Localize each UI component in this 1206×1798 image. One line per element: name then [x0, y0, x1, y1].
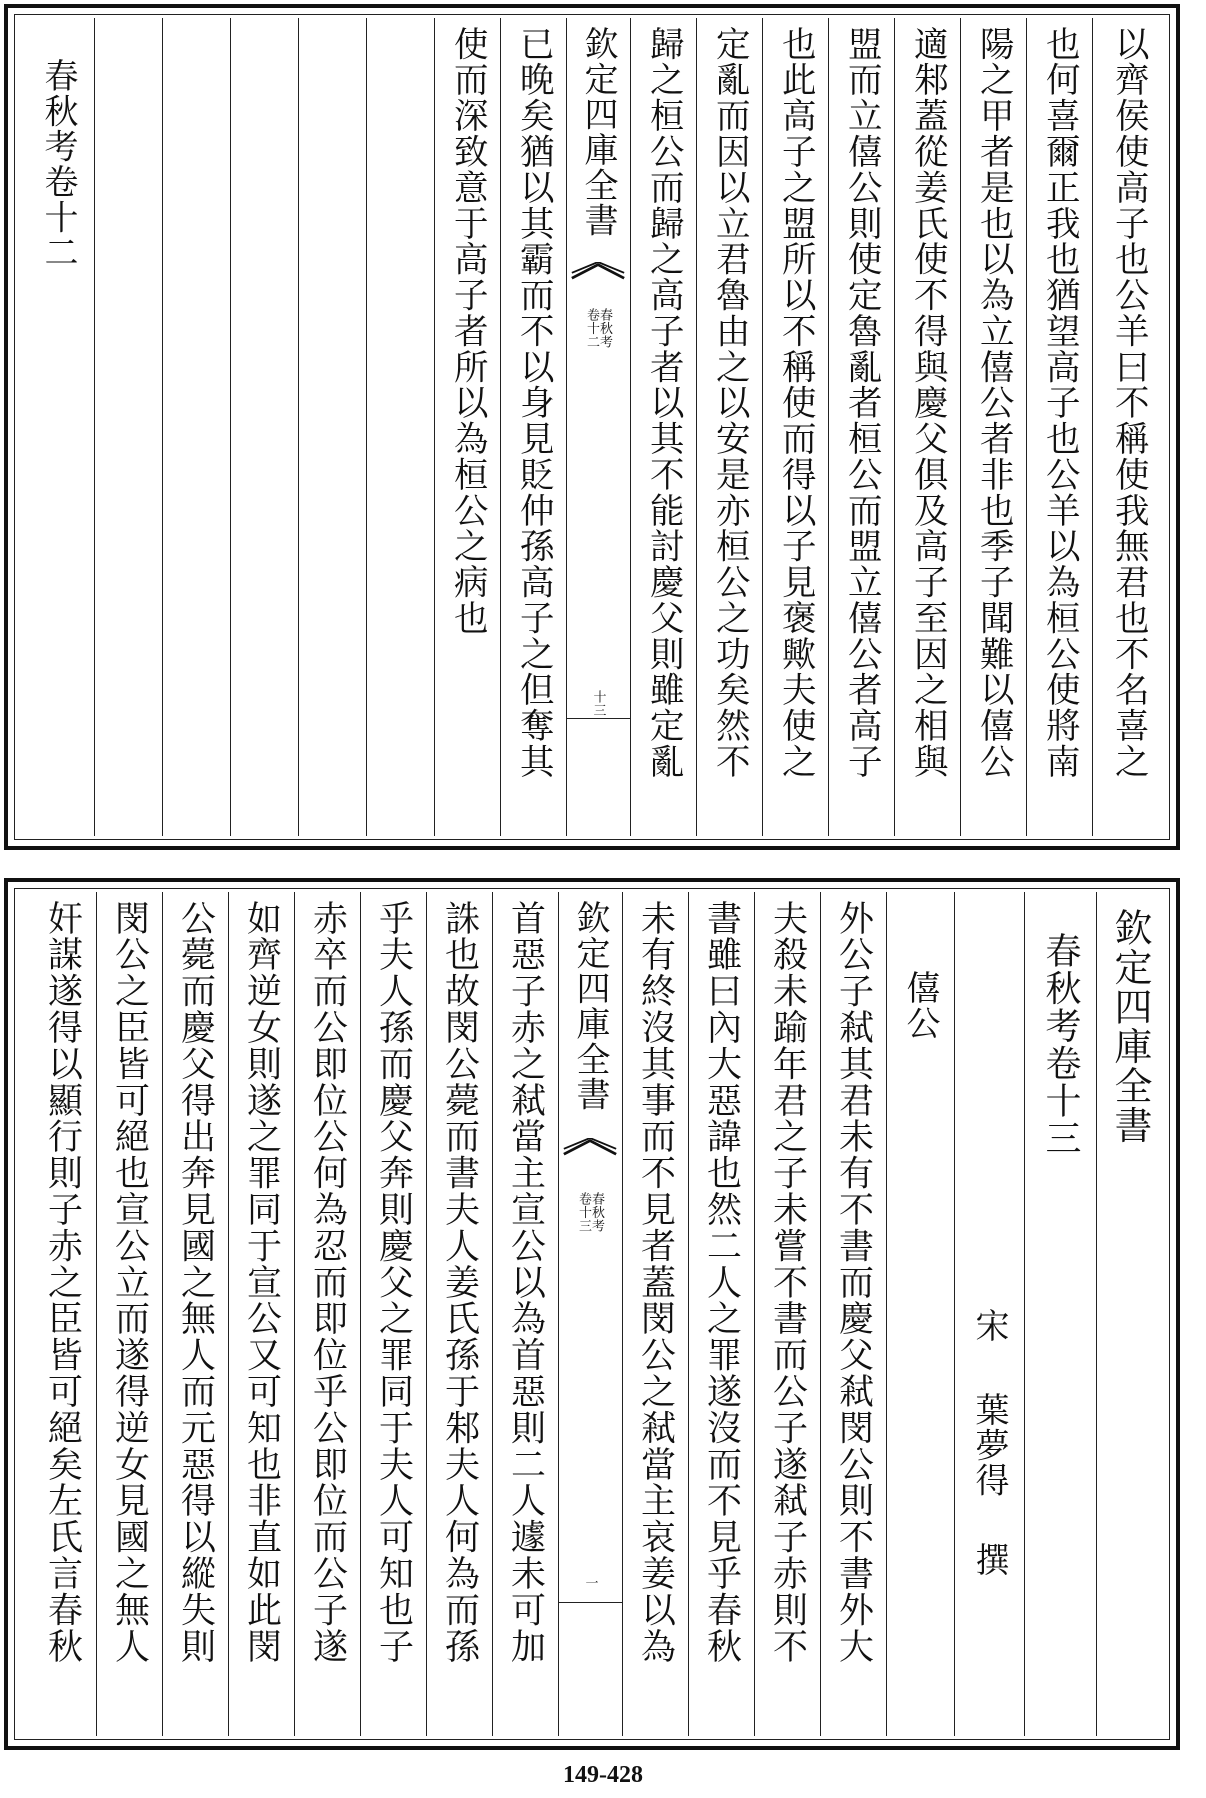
column-rule: [230, 18, 231, 836]
section-heading-column: [886, 892, 954, 1736]
column-rule: [228, 892, 229, 1736]
folio-number: 十三: [590, 690, 606, 718]
column-text: 也何喜爾正我也猶望高子也公羊以為桓公使將南: [1039, 26, 1080, 780]
text-column: [360, 892, 426, 1736]
fish-tail-mark: [562, 1138, 618, 1156]
column-text: 外公子弒其君未有不書而慶父弒閔公則不書外大: [833, 900, 874, 1665]
column-text: 乎夫人孫而慶父奔則慶父之罪同于夫人可知也子: [373, 900, 414, 1665]
text-column: [492, 892, 558, 1736]
column-rule: [162, 892, 163, 1736]
volume-title: 春秋考卷十二: [38, 58, 78, 271]
column-text: 奸謀遂得以顯行則子赤之臣皆可絕矣左氏言春秋: [42, 900, 83, 1665]
volume-label: 春秋考 卷十三: [576, 1192, 604, 1233]
text-column: [696, 18, 762, 836]
page-number: 149-428: [563, 1762, 643, 1788]
column-rule: [820, 892, 821, 1736]
column-rule: [954, 892, 955, 1736]
column-text: 適邾蓋從姜氏使不得與慶父俱及高子至因之相與: [907, 26, 948, 780]
text-column: [28, 892, 96, 1736]
text-column: [828, 18, 894, 836]
column-text: 陽之甲者是也以為立僖公者非也季子聞難以僖公: [973, 26, 1014, 780]
text-column: [622, 892, 688, 1736]
column-rule: [630, 18, 631, 836]
column-rule: [294, 892, 295, 1736]
text-column: [426, 892, 492, 1736]
text-column: [754, 892, 820, 1736]
header-column: [1096, 892, 1164, 1736]
column-text: 歸之桓公而歸之高子者以其不能討慶父則雖定亂: [643, 26, 684, 780]
text-column: [688, 892, 754, 1736]
column-text: 定亂而因以立君魯由之以安是亦桓公之功矣然不: [709, 26, 750, 780]
column-rule: [94, 18, 95, 836]
text-column: [820, 892, 886, 1736]
banner-column: [558, 892, 622, 1736]
text-column: [500, 18, 566, 836]
collection-title: 欽定四庫全書: [1108, 908, 1152, 1146]
text-column: [294, 892, 360, 1736]
text-column: [894, 18, 960, 836]
top-page-panel: [4, 4, 1180, 850]
column-rule: [754, 892, 755, 1736]
text-column: [762, 18, 828, 836]
column-text: 也此高子之盟所以不稱使而得以子見褒歟夫使之: [775, 26, 816, 780]
text-column: [630, 18, 696, 836]
banner-rule: [566, 718, 630, 719]
text-column: [434, 18, 500, 836]
column-rule: [1024, 892, 1025, 1736]
column-rule: [696, 18, 697, 836]
column-rule: [1092, 18, 1093, 836]
author-name: 葉夢得: [969, 1392, 1009, 1499]
author-role: 撰: [969, 1542, 1009, 1578]
bottom-page-panel: [4, 878, 1180, 1750]
text-column: [228, 892, 294, 1736]
column-text: 以齊侯使高子也公羊曰不稱使我無君也不名喜之: [1108, 26, 1149, 780]
book-title: 欽定四庫全書: [570, 900, 610, 1113]
volume-title-column: [22, 18, 94, 836]
column-rule: [886, 892, 887, 1736]
book-title: 欽定四庫全書: [578, 26, 618, 239]
banner-column: [566, 18, 630, 836]
column-text: 使而深致意于高子者所以為桓公之病也: [447, 26, 488, 636]
column-text: 如齊逆女則遂之罪同于宣公又可知也非直如此閔: [241, 900, 282, 1665]
text-column: [1026, 18, 1092, 836]
volume-title-column: [1024, 892, 1096, 1736]
column-rule: [622, 892, 623, 1736]
column-text: 公薨而慶父得出奔見國之無人而元惡得以縱失則: [175, 900, 216, 1665]
text-column: [162, 892, 228, 1736]
section-heading: 僖公: [900, 970, 940, 1041]
text-column: [1092, 18, 1164, 836]
column-rule: [688, 892, 689, 1736]
column-rule: [366, 18, 367, 836]
column-rule: [162, 18, 163, 836]
column-rule: [762, 18, 763, 836]
column-rule: [960, 18, 961, 836]
text-column: [960, 18, 1026, 836]
column-text: 誅也故閔公薨而書夫人姜氏孫于邾夫人何為而孫: [439, 900, 480, 1665]
column-rule: [1096, 892, 1097, 1736]
column-rule: [434, 18, 435, 836]
column-rule: [500, 18, 501, 836]
volume-title: 春秋考卷十三: [1040, 932, 1081, 1157]
author-column: [954, 892, 1024, 1736]
column-rule: [566, 18, 567, 836]
column-rule: [828, 18, 829, 836]
column-text: 已晚矣猶以其霸而不以身見貶仲孫高子之但奪其: [513, 26, 554, 780]
column-text: 書雖曰內大惡諱也然二人之罪遂沒而不見乎春秋: [701, 900, 742, 1665]
column-rule: [96, 892, 97, 1736]
volume-label: 春秋考 卷十二: [584, 308, 612, 349]
column-rule: [894, 18, 895, 836]
column-text: 赤卒而公即位公何為忍而即位乎公即位而公子遂: [307, 900, 348, 1665]
column-rule: [360, 892, 361, 1736]
column-rule: [426, 892, 427, 1736]
fish-tail-mark: [570, 262, 626, 280]
author-dynasty: 宋: [969, 1308, 1009, 1344]
column-text: 首惡子赤之弒當主宣公以為首惡則二人遽未可加: [505, 900, 546, 1665]
column-text: 盟而立僖公則使定魯亂者桓公而盟立僖公者高子: [841, 26, 882, 780]
column-text: 未有終沒其事而不見者蓋閔公之弒當主哀姜以為: [635, 900, 676, 1665]
column-rule: [1026, 18, 1027, 836]
column-rule: [558, 892, 559, 1736]
column-rule: [492, 892, 493, 1736]
folio-number: 一: [582, 1576, 598, 1590]
banner-rule: [558, 1602, 622, 1603]
column-text: 閔公之臣皆可絕也宣公立而遂得逆女見國之無人: [109, 900, 150, 1665]
column-text: 夫殺未踰年君之子未嘗不書而公子遂弒子赤則不: [767, 900, 808, 1665]
column-rule: [298, 18, 299, 836]
text-column: [96, 892, 162, 1736]
